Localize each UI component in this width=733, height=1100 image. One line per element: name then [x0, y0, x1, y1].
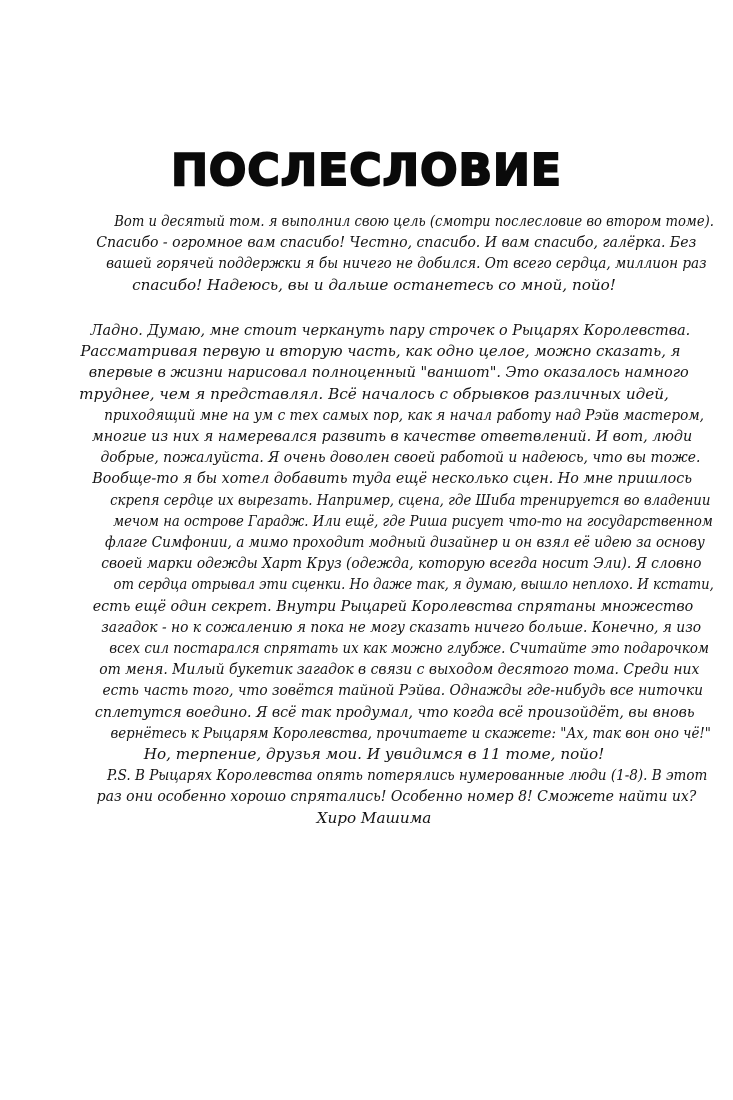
text-line: вашей горячей поддержки я бы ничего не добился. От всего сердца, миллион раз	[106, 254, 707, 273]
text-line: всех сил постарался спрятать их как можно глубже. Считайте это подарочком	[109, 639, 710, 658]
text-line: скрепя сердце их вырезать. Например, сцена, где Шиба тренируется во владении	[110, 490, 711, 509]
postscript-line: раз они особенно хорошо спрятались! Особенно номер 8! Сможете найти их?	[96, 787, 697, 806]
text-line: Вообще-то я бы хотел добавить туда ещё несколько сцен. Но мне пришлось	[92, 469, 692, 488]
text-line: многие из них я намеревался развить в качестве ответвлений. И вот, люди	[91, 427, 693, 446]
story-paragraph	[74, 320, 714, 829]
text-line: труднее, чем я представлял. Всё началось с обрывков различных идей,	[79, 384, 669, 403]
text-line: Рассматривая первую и вторую часть, как одно целое, можно сказать, я	[80, 342, 681, 361]
text-line: Ладно. Думаю, мне стоит черкануть пару строчек о Рыцарях Королевства.	[90, 321, 691, 339]
text-line: от меня. Милый букетик загадок в связи с выходом десятого тома. Среди них	[99, 660, 700, 679]
page-title: ПОСЛЕСЛОВИЕ	[171, 145, 562, 196]
text-line: своей марки одежды Харт Круз (одежда, которую всегда носит Эли). Я словно	[101, 554, 702, 573]
postscript-line: P.S. В Рыцарях Королевства опять потерялись нумерованные люди (1-8). В этот	[106, 766, 708, 785]
text-line: спасибо! Надеюсь, вы и дальше останетесь со мной, пойо!	[132, 275, 616, 294]
text-line: сплетутся воедино. Я всё так продумал, что когда всё произойдёт, вы вновь	[94, 702, 695, 721]
text-line: от сердца отрывал эти сценки. Но даже так, я думаю, вышло неплохо. И кстати,	[113, 575, 714, 594]
text-line: есть ещё один секрет. Внутри Рыцарей Королевства спрятаны множество	[92, 596, 694, 615]
text-line: добрые, пожалуйста. Я очень доволен своей работой и надеюсь, что вы тоже.	[100, 448, 701, 467]
text-line: Спасибо - огромное вам спасибо! Честно, спасибо. И вам спасибо, галёрка. Без	[96, 233, 697, 252]
text-line: приходящий мне на ум с тех самых пор, как я начал работу над Рэйв мастером,	[104, 405, 704, 424]
author-signature: Хиро Машима	[316, 808, 432, 827]
text-line: впервые в жизни нарисовал полноценный "ваншот". Это оказалось намного	[88, 363, 689, 382]
text-line: мечом на острове Гарадж. Или ещё, где Риша рисует что-то на государственном	[113, 511, 713, 530]
text-line: Вот и десятый том. я выполнил свою цель (смотри послесловие во втором томе).	[114, 212, 714, 230]
thanks-paragraph	[74, 211, 714, 296]
text-line: есть часть того, что зовётся тайной Рэйва. Однажды где-нибудь все ниточки	[102, 681, 703, 700]
text-line: Но, терпение, друзья мои. И увидимся в 11 томе, пойо!	[143, 745, 605, 764]
text-line: загадок - но к сожалению я пока не могу сказать ничего больше. Конечно, я изо	[101, 617, 702, 636]
text-line: вернётесь к Рыцарям Королевства, прочитаете и скажете: "Ах, так вон оно чё!"	[110, 723, 711, 742]
text-line: флаге Симфонии, а мимо проходит модный дизайнер и он взял её идею за основу	[104, 533, 705, 552]
